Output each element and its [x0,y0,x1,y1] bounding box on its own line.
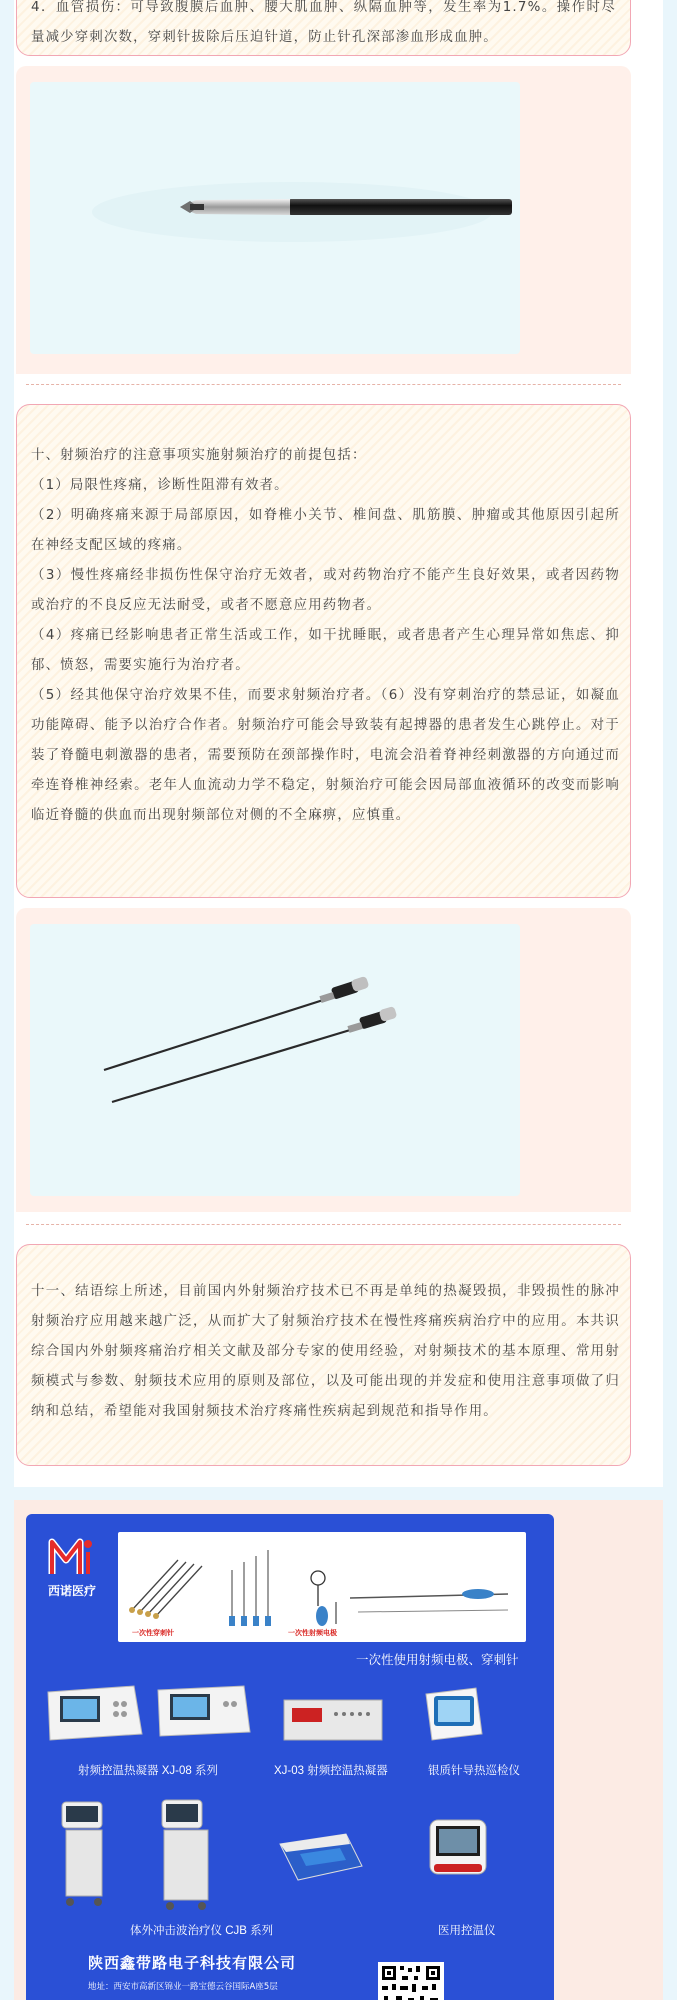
text-card-section11 [16,1244,631,1466]
electrodes-needles-illustration [118,1532,526,1642]
section10-body [31,441,620,831]
device-cjb-a [62,1802,102,1906]
logo-text: 西诺医疗 [47,1584,96,1598]
device-temp-control [430,1820,486,1874]
caption-electrodes: 一次性使用射频电极、穿刺针 [356,1653,519,1667]
device-xj03 [284,1700,382,1740]
device-1-label: 射频控温热凝器 XJ-08 系列 [78,1765,218,1777]
section10-item-5: （5）经其他保守治疗效果不佳，而要求射频治疗者。（6）没有穿刺治疗的禁忌证，如凝血功能障碍、能予以治疗合作者。射频治疗可能会导致装有起搏器的患者发生心跳停止。对于装了脊髓电刺激器的患者，需要预防在颈部操作时，电流会沿着脊神经刺激器的方向通过而牵连脊椎神经索。老年人血流动力学不稳定，射频治疗可能会因局部血液循环的改变而影响临近脊髓的供血而出现射频部位对侧的不全麻痹，应慎重。 [31,688,620,823]
device-xj08-a [48,1686,142,1740]
devices-row-1-illustration [36,1674,536,1760]
device-shockwave-box [280,1834,362,1880]
company-name: 陕西鑫带路电子科技有限公司 [88,1954,297,1972]
puncture-needle-illustration [30,82,520,354]
device-cjb-b [162,1800,208,1910]
image-block-needle [16,66,631,374]
text-card-section10 [16,404,631,898]
section10-item-3: （3）慢性疼痛经非损伤性保守治疗无效者，或对药物治疗不能产生良好效果，或者因药物或治疗的不良反应无法耐受，或者不愿意应用药物者。 [31,568,620,613]
section10-item-2: （2）明确疼痛来源于局部原因，如脊椎小关节、椎间盘、肌筋膜、肿瘤或其他原因引起所在神经支配区域的疼痛。 [31,508,620,553]
rf-electrode-illustration [30,924,520,1196]
item4-text: 4．血管损伤：可导致腹膜后血肿、腰大肌血肿、纵隔血肿等，发生率为1.7%。操作时尽量减少穿刺次数，穿刺针拔除后压迫针道，防止针孔深部渗血形成血肿。 [31,0,616,45]
section10-item-4: （4）疼痛已经影响患者正常生活或工作，如干扰睡眠，或者患者产生心理异常如焦虑、抑郁、愤怒，需要实施行为治疗者。 [31,628,620,673]
device-5-label: 医用控温仪 [438,1925,496,1937]
electrode-upper [104,976,369,1070]
label-electrode: 一次性射频电极 [288,1629,337,1637]
company-address: 地址：西安市高新区锦业一路宝德云谷国际A座5层 [88,1982,278,1992]
section11-text: 十一、结语综上所述，目前国内外射频治疗技术已不再是单纯的热凝毁损，非毁损性的脉冲射频治疗应用越来越广泛，从而扩大了射频治疗技术在慢性疼痛疾病治疗中的应用。本共识综合国内外射频疼痛治疗相关文献及部分专家的使用经验，对射频技术的基本原理、常用射频模式与参数、射频技术应用的原则及部位，以及可能出现的并发症和使用注意事项做了归纳和总结，希望能对我国射频技术治疗疼痛性疾病起到规范和指导作用。 [31,1284,620,1419]
device-3-label: 银质针导热巡检仪 [428,1765,520,1777]
section10-item-1: （1）局限性疼痛，诊断性阻滞有效者。 [31,478,289,493]
label-needle: 一次性穿刺针 [132,1629,174,1637]
device-silver-needle [426,1688,482,1740]
logo-mark-icon [36,1534,108,1578]
product-panel-electrodes [118,1532,526,1642]
text-card-item4 [16,0,631,56]
device-2-label: XJ-03 射频控温热凝器 [274,1765,388,1777]
brand-logo [36,1534,108,1598]
devices-row-2-illustration [36,1794,536,1918]
electrodes-image [30,924,520,1196]
device-4-label: 体外冲击波治疗仪 CJB 系列 [130,1925,274,1937]
section10-heading: 十、射频治疗的注意事项实施射频治疗的前提包括： [31,448,367,463]
image-block-electrodes [16,908,631,1212]
product-advertisement[interactable] [26,1514,554,2000]
device-xj08-b [158,1686,250,1736]
divider-1 [26,384,621,385]
needle-image [30,82,520,354]
qr-code-icon [378,1962,444,2000]
divider-2 [26,1224,621,1225]
qr-code[interactable] [378,1962,444,2000]
